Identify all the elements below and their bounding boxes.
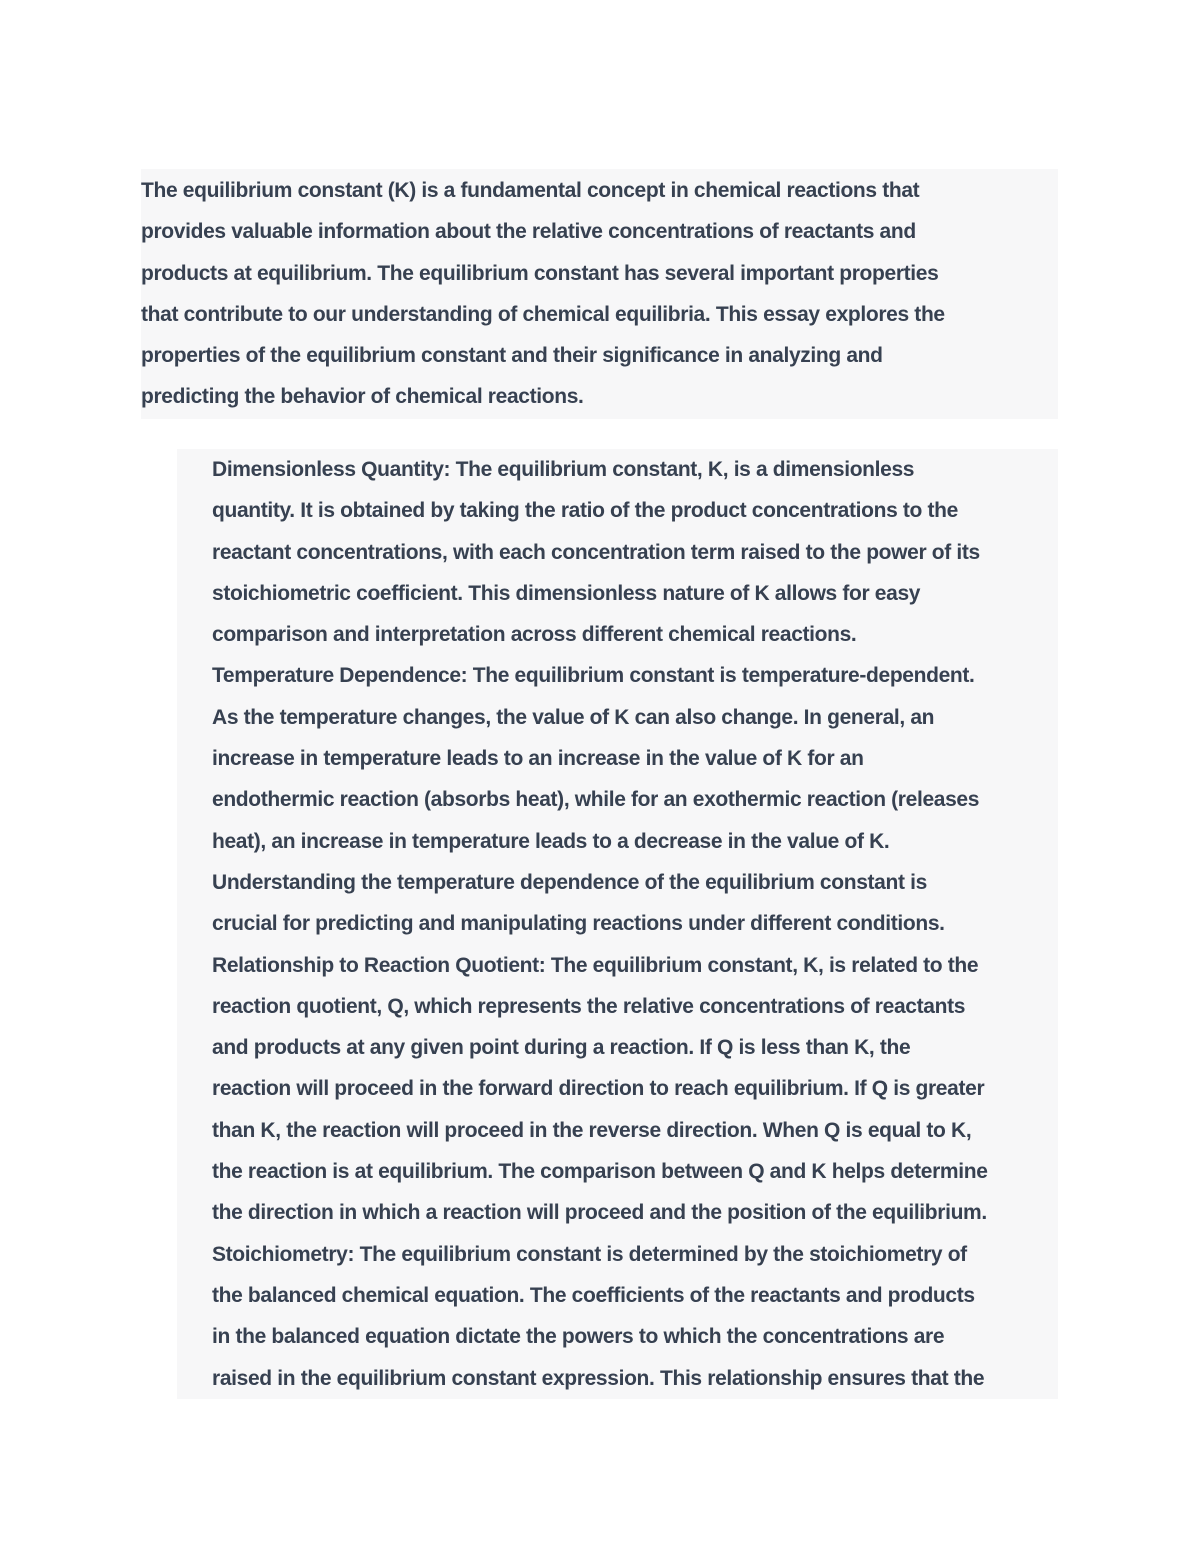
intro-line: that contribute to our understanding of chemical equilibria. This essay explores the xyxy=(141,302,945,326)
property-line: Relationship to Reaction Quotient: The equilibrium constant, K, is related to the xyxy=(212,953,979,977)
intro-line: products at equilibrium. The equilibrium constant has several important properties xyxy=(141,261,939,285)
property-line: comparison and interpretation across different chemical reactions. xyxy=(212,623,857,647)
intro-paragraph-block xyxy=(141,169,1058,419)
property-dimensionless-quantity xyxy=(212,449,1058,655)
intro-paragraph xyxy=(141,170,1058,418)
properties-list xyxy=(177,449,1058,1399)
property-line: in the balanced equation dictate the powers to which the concentrations are xyxy=(212,1325,945,1349)
property-line: quantity. It is obtained by taking the ratio of the product concentrations to the xyxy=(212,499,958,523)
intro-line: provides valuable information about the relative concentrations of reactants and xyxy=(141,220,916,244)
property-line: endothermic reaction (absorbs heat), while for an exothermic reaction (releases xyxy=(212,788,980,812)
property-line: Temperature Dependence: The equilibrium constant is temperature-dependent. xyxy=(212,664,975,688)
property-line: than K, the reaction will proceed in the reverse direction. When Q is equal to K, xyxy=(212,1118,972,1142)
property-line: heat), an increase in temperature leads to a decrease in the value of K. xyxy=(212,829,890,853)
property-line: reactant concentrations, with each concentration term raised to the power of its xyxy=(212,540,980,564)
property-line: Stoichiometry: The equilibrium constant is determined by the stoichiometry of xyxy=(212,1242,967,1266)
property-line: reaction will proceed in the forward direction to reach equilibrium. If Q is greater xyxy=(212,1077,985,1101)
property-line: crucial for predicting and manipulating reactions under different conditions. xyxy=(212,912,945,936)
property-line: reaction quotient, Q, which represents the relative concentrations of reactants xyxy=(212,994,966,1018)
property-reaction-quotient xyxy=(212,945,1058,1234)
property-line: Dimensionless Quantity: The equilibrium constant, K, is a dimensionless xyxy=(212,458,915,481)
property-line: raised in the equilibrium constant expression. This relationship ensures that the xyxy=(212,1366,985,1390)
property-line: As the temperature changes, the value of K can also change. In general, an xyxy=(212,705,935,729)
property-line: Understanding the temperature dependence of the equilibrium constant is xyxy=(212,870,927,894)
property-line: and products at any given point during a reaction. If Q is less than K, the xyxy=(212,1036,911,1060)
property-line: the direction in which a reaction will proceed and the position of the equilibrium. xyxy=(212,1201,987,1225)
property-stoichiometry xyxy=(212,1234,1058,1399)
property-temperature-dependence xyxy=(212,655,1058,944)
intro-line: The equilibrium constant (K) is a fundamental concept in chemical reactions that xyxy=(141,179,920,202)
intro-line: predicting the behavior of chemical reactions. xyxy=(141,385,584,409)
property-line: the reaction is at equilibrium. The comparison between Q and K helps determine xyxy=(212,1160,988,1184)
property-line: increase in temperature leads to an increase in the value of K for an xyxy=(212,747,864,771)
property-line: the balanced chemical equation. The coefficients of the reactants and products xyxy=(212,1283,975,1307)
intro-line: properties of the equilibrium constant and their significance in analyzing and xyxy=(141,344,883,368)
property-line: stoichiometric coefficient. This dimensionless nature of K allows for easy xyxy=(212,581,921,605)
